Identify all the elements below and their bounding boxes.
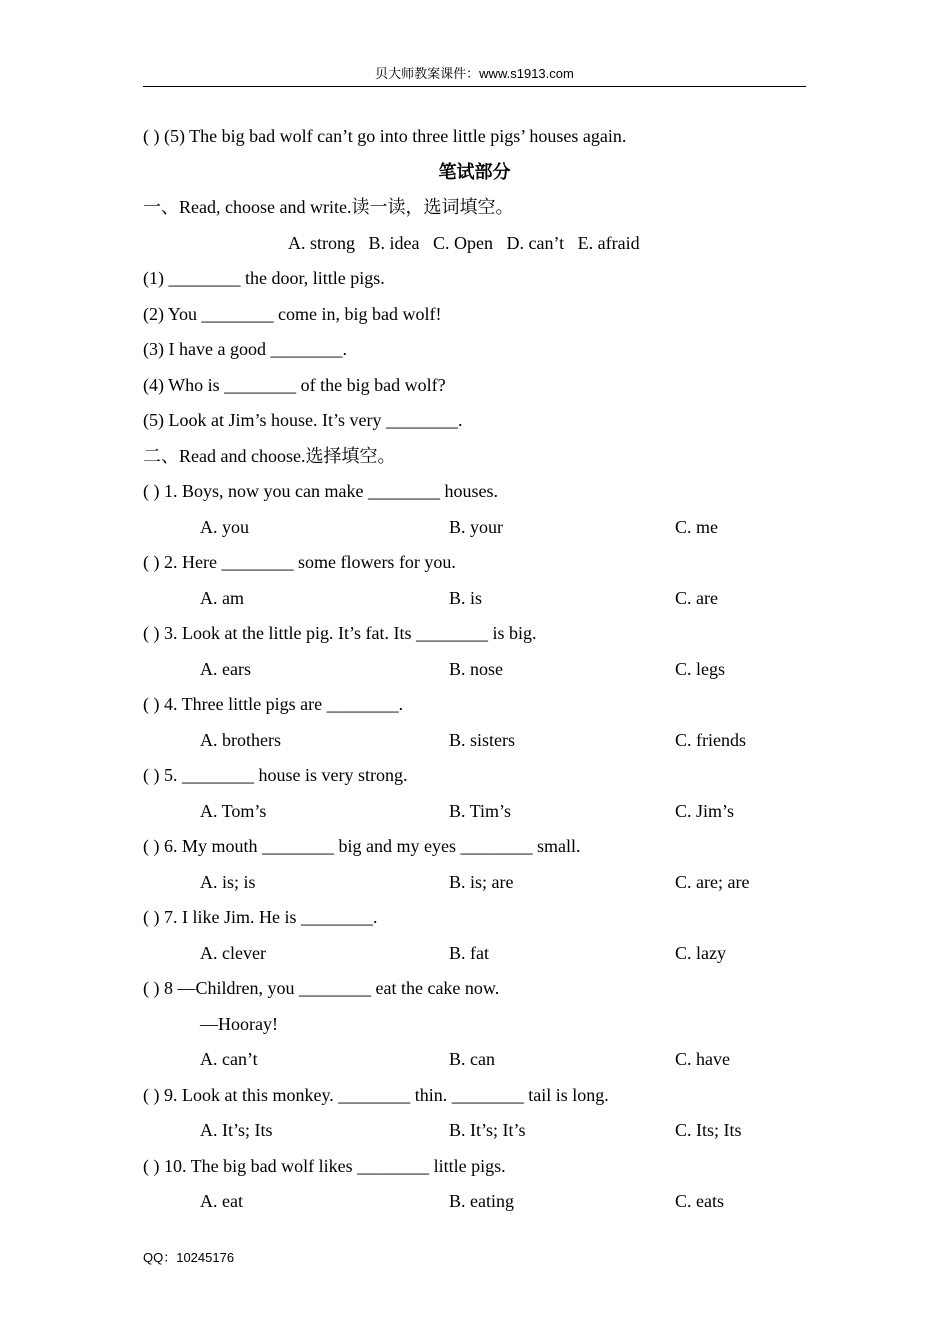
worksheet-content (143, 119, 806, 1220)
option-a: A. clever (200, 942, 266, 963)
option-c: C. lazy (675, 942, 726, 963)
option-c: C. legs (675, 658, 726, 679)
option-b: B. Tim’s (449, 800, 512, 821)
option-a: A. It’s; Its (200, 1120, 273, 1140)
part1-item-4: (4) Who is ________ of the big bad wolf? (143, 374, 446, 395)
option-a: A. is; is (200, 871, 256, 892)
section-title: 笔试部分 (438, 161, 511, 182)
option-a: A. can’t (200, 1049, 258, 1069)
option-b: B. can (449, 1049, 495, 1069)
question-2-stem: ( ) 2. Here ________ some flowers for you. (143, 552, 456, 572)
question-8-reply: —Hooray! (200, 1013, 278, 1034)
question-9-options (143, 1113, 806, 1149)
option-b: B. is (449, 587, 483, 608)
option-c: C. eats (675, 1191, 724, 1211)
page-header: 贝大师教案课件：www.s1913.com (143, 64, 806, 87)
option-a: A. Tom’s (200, 800, 267, 821)
question-7-options (143, 936, 806, 972)
question-1-options (143, 510, 806, 546)
option-b: B. eating (449, 1191, 514, 1211)
option-a: A. brothers (200, 729, 281, 750)
question-6-options (143, 865, 806, 901)
question-8-options (143, 1042, 806, 1078)
question-7-stem: ( ) 7. I like Jim. He is ________. (143, 907, 378, 927)
question-8-stem: ( ) 8 —Children, you ________ eat the cake now. (143, 978, 500, 998)
option-a: A. am (200, 587, 244, 608)
option-b: B. your (449, 516, 503, 537)
question-5-options (143, 794, 806, 830)
question-3-options (143, 652, 806, 688)
part1-title: 一、Read, choose and write.读一读，选词填空。 (143, 197, 514, 217)
option-c: C. Jim’s (675, 800, 735, 821)
question-6-stem: ( ) 6. My mouth ________ big and my eyes ________ small. (143, 836, 581, 856)
question-4-options (143, 723, 806, 759)
option-c: C. are (675, 587, 718, 608)
question-10-options (143, 1184, 806, 1220)
option-a: A. eat (200, 1191, 243, 1211)
option-c: C. friends (675, 729, 746, 750)
option-c: C. are; are (675, 871, 750, 892)
question-4-stem: ( ) 4. Three little pigs are ________. (143, 694, 404, 714)
option-c: C. have (675, 1049, 730, 1069)
word-bank: A. strong B. idea C. Open D. can’t E. afraid (288, 232, 640, 253)
part1-item-2: (2) You ________ come in, big bad wolf! (143, 303, 442, 324)
question-1-stem: ( ) 1. Boys, now you can make ________ houses. (143, 481, 498, 501)
option-b: B. It’s; It’s (449, 1120, 526, 1140)
option-b: B. is; are (449, 871, 514, 892)
option-b: B. fat (449, 942, 489, 963)
option-a: A. you (200, 516, 249, 537)
question-9-stem: ( ) 9. Look at this monkey. ________ thin. ________ tail is long. (143, 1084, 609, 1105)
part2-title: 二、Read and choose.选择填空。 (143, 445, 396, 466)
part1-item-5: (5) Look at Jim’s house. It’s very ________. (143, 410, 463, 430)
option-c: C. Its; Its (675, 1120, 742, 1140)
option-b: B. nose (449, 658, 503, 679)
option-a: A. ears (200, 658, 251, 679)
option-b: B. sisters (449, 729, 516, 750)
page-footer: QQ：10245176 (143, 1250, 235, 1265)
option-c: C. me (675, 516, 718, 537)
question-2-options (143, 581, 806, 617)
question-5-stem: ( ) 5. ________ house is very strong. (143, 765, 408, 785)
question-3-stem: ( ) 3. Look at the little pig. It’s fat. Its ________ is big. (143, 623, 537, 643)
part1-item-1: (1) ________ the door, little pigs. (143, 268, 385, 288)
part1-item-3: (3) I have a good ________. (143, 339, 347, 359)
question-10-stem: ( ) 10. The big bad wolf likes ________ little pigs. (143, 1155, 506, 1176)
listening-item-5: ( ) (5) The big bad wolf can’t go into three little pigs’ houses again. (143, 126, 627, 146)
